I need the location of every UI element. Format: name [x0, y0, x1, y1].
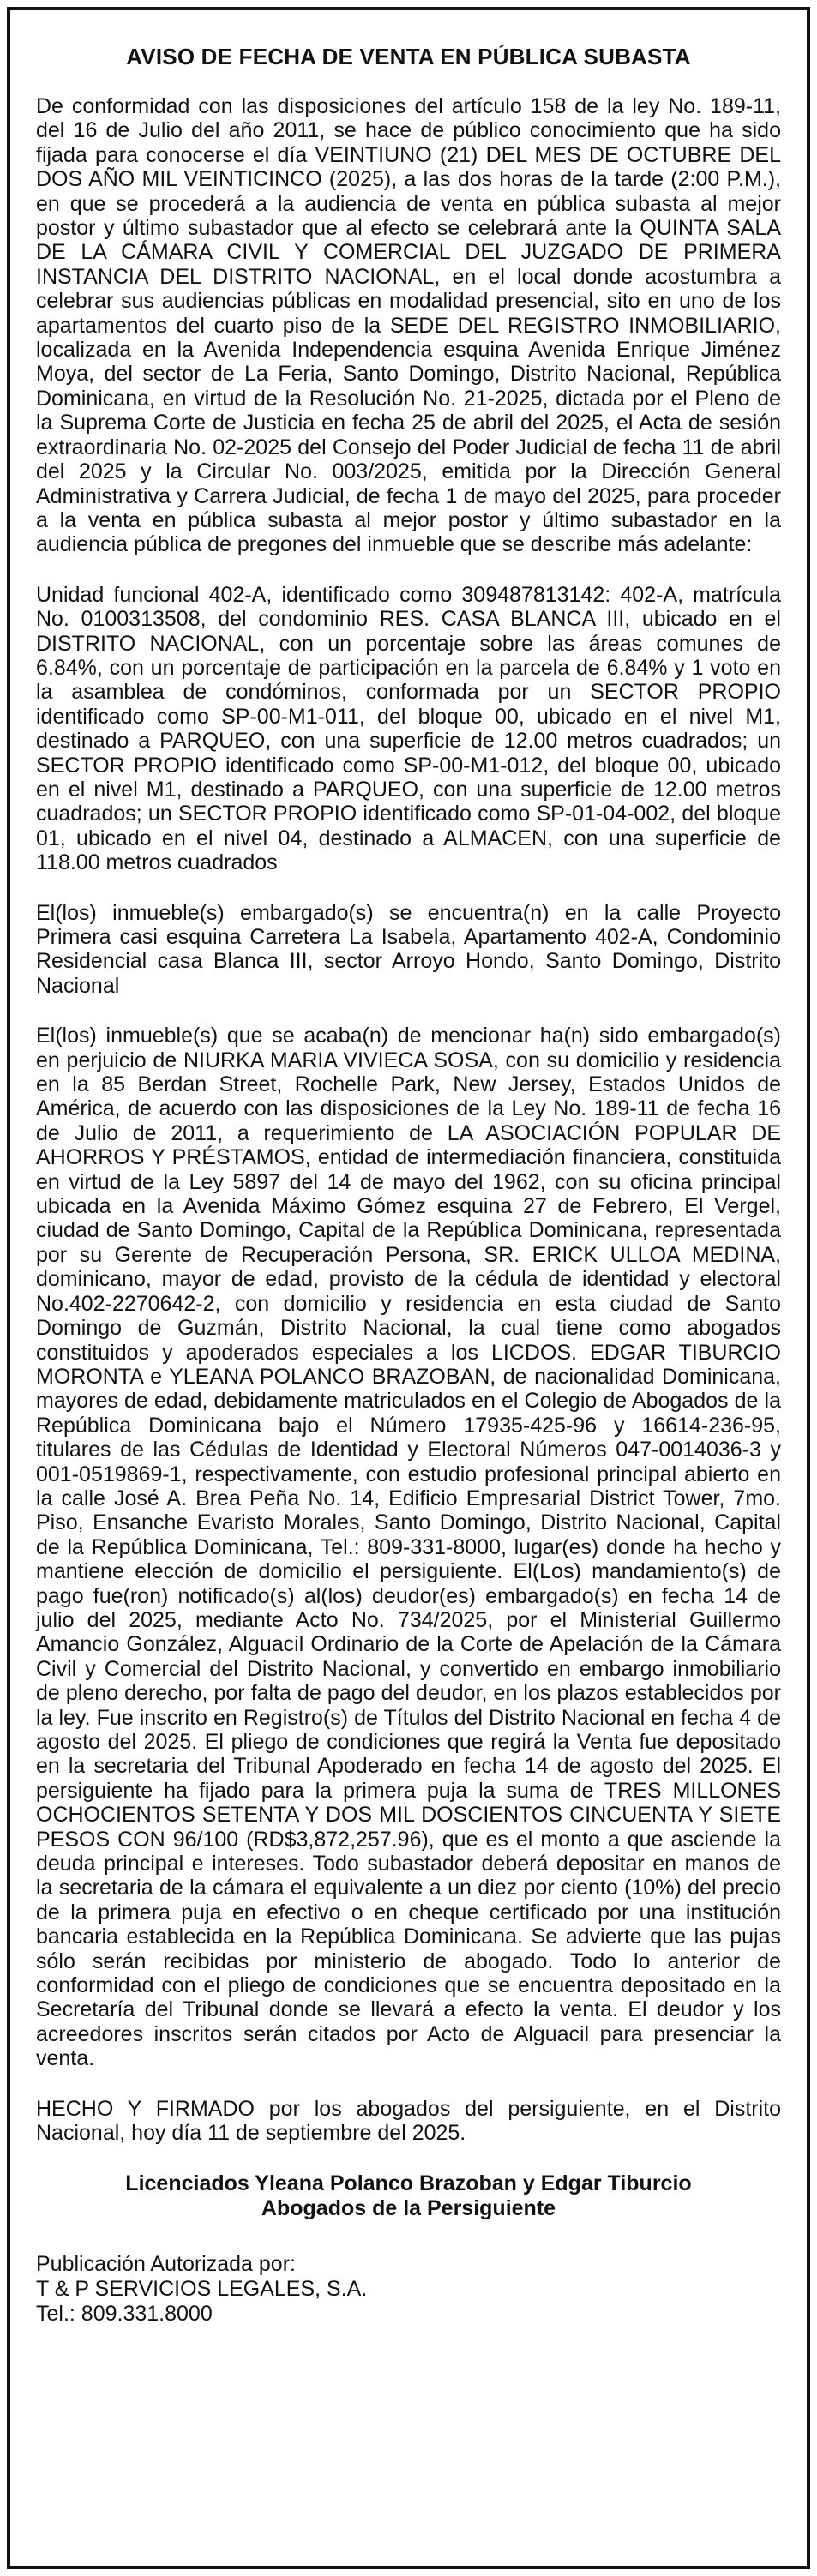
- publisher-label: Publicación Autorizada por:: [36, 2251, 296, 2276]
- notice-paragraph-auction-date: De conformidad con las disposiciones del artículo 158 de la ley No. 189-11, del 16 de Julio del año 2011, se hace de público conocimiento que ha sido fijada para conocerse el día VEINTIUNO (21) DEL MES DE OCTUBRE DEL DOS AÑO MIL VEINTICINCO (2025), a las dos horas de la tarde (2:00 P.M.), en que se procederá a la audiencia de venta en pública subasta al mejor postor y último subastador que al efecto se celebrará ante la QUINTA SALA DE LA CÁMARA CIVIL Y COMERCIAL DEL JUZGADO DE PRIMERA INSTANCIA DEL DISTRITO NACIONAL, en el local donde acostumbra a celebrar sus audiencias públicas en modalidad presencial, sito en uno de los apartamentos del cuarto piso de la SEDE DEL REGISTRO INMOBILIARIO, localizada en la Avenida Independencia esquina Avenida Enrique Jiménez Moya, del sector de La Feria, Santo Domingo, Distrito Nacional, República Dominicana, en virtud de la Resolución No. 21-2025, dictada por el Pleno de la Suprema Corte de Justicia en fecha 25 de abril del 2025, el Acta de sesión extraordinaria No. 02-2025 del Consejo del Poder Judicial de fecha 11 de abril del 2025 y la Circular No. 003/2025, emitida por la Dirección General Administrativa y Carrera Judicial, de fecha 1 de mayo del 2025, para proceder a la venta en pública subasta al mejor postor y último subastador en la audiencia pública de pregones del inmueble que se describe más adelante:: [36, 94, 781, 557]
- signatories-block: [36, 2171, 781, 2221]
- notice-paragraph-property-description: Unidad funcional 402-A, identificado como 309487813142: 402-A, matrícula No. 0100313508, del condominio RES. CASA BLANCA III, ubicado en el DISTRITO NACIONAL, con un porcentaje sobre las áreas comunes de 6.84%, con un porcentaje de participación en la parcela de 6.84% y 1 voto en la asamblea de condóminos, conformada por un SECTOR PROPIO identificado como SP-00-M1-011, del bloque 00, ubicado en el nivel M1, destinado a PARQUEO, con una superficie de 12.00 metros cuadrados; un SECTOR PROPIO identificado como SP-00-M1-012, del bloque 00, ubicado en el nivel M1, destinado a PARQUEO, con una superficie de 12.00 metros cuadrados; un SECTOR PROPIO identificado como SP-01-04-002, del bloque 01, ubicado en el nivel 04, destinado a ALMACEN, con una superficie de 118.00 metros cuadrados: [36, 582, 781, 875]
- publisher-company: T & P SERVICIOS LEGALES, S.A.: [36, 2276, 368, 2301]
- notice-title: AVISO DE FECHA DE VENTA EN PÚBLICA SUBASTA: [126, 44, 691, 69]
- publisher-block: [36, 2252, 781, 2327]
- notice-paragraph-seizure-details: El(los) inmueble(s) que se acaba(n) de mencionar ha(n) sido embargado(s) en perjuicio de NIURKA MARIA VIVIECA SOSA, con su domicilio y residencia en la 85 Berdan Street, Rochelle Park, New Jersey, Estados Unidos de América, de acuerdo con las disposiciones de la Ley No. 189-11 de fecha 16 de Julio de 2011, a requerimiento de LA ASOCIACIÓN POPULAR DE AHORROS Y PRÉSTAMOS, entidad de intermediación financiera, constituida en virtud de la Ley 5897 del 14 de mayo del 1962, con su oficina principal ubicada en la Avenida Máximo Gómez esquina 27 de Febrero, El Vergel, ciudad de Santo Domingo, Capital de la República Dominicana, representada por su Gerente de Recuperación Persona, SR. ERICK ULLOA MEDINA, dominicano, mayor de edad, provisto de la cédula de identidad y electoral No.402-2270642-2, con domicilio y residencia en esta ciudad de Santo Domingo de Guzmán, Distrito Nacional, la cual tiene como abogados constituidos y apoderados especiales a los LICDOS. EDGAR TIBURCIO MORONTA e YLEANA POLANCO BRAZOBAN, de nacionalidad Dominicana, mayores de edad, debidamente matriculados en el Colegio de Abogados de la República Dominicana bajo el Número 17935-425-96 y 16614-236-95, titulares de las Cédulas de Identidad y Electoral Números 047-0014036-3 y 001-0519869-1, respectivamente, con estudio profesional principal abierto en la calle José A. Brea Peña No. 14, Edificio Empresarial District Tower, 7mo. Piso, Ensanche Evaristo Morales, Santo Domingo, Distrito Nacional, Capital de la República Dominicana, Tel.: 809-331-8000, lugar(es) donde ha hecho y mantiene elección de domicilio el persiguiente. El(Los) mandamiento(s) de pago fue(ron) notificado(s) al(los) deudor(es) embargado(s) en fecha 14 de julio del 2025, mediante Acto No. 734/2025, por el Ministerial Guillermo Amancio González, Alguacil Ordinario de la Corte de Apelación de la Cámara Civil y Comercial del Distrito Nacional, y convertido en embargo inmobiliario de pleno derecho, por falta de pago del deudor, en los plazos establecidos por la ley. Fue inscrito en Registro(s) de Títulos del Distrito Nacional en fecha 4 de agosto del 2025. El pliego de condiciones que regirá la Venta fue depositado en la secretaria del Tribunal Apoderado en fecha 14 de agosto del 2025. El persiguiente ha fijado para la primera puja la suma de TRES MILLONES OCHOCIENTOS SETENTA Y DOS MIL DOSCIENTOS CINCUENTA Y SIETE PESOS CON 96/100 (RD$3,872,257.96), que es el monto a que asciende la deuda principal e intereses. Todo subastador deberá depositar en manos de la secretaria de la cámara el equivalente a un diez por ciento (10%) del precio de la primera puja en efectivo o en cheque certificado por una institución bancaria establecida en la República Dominicana. Se advierte que las pujas sólo serán recibidas por ministerio de abogado. Todo lo anterior de conformidad con el pliego de condiciones que se encuentra depositado en la Secretaría del Tribunal donde se llevará a efecto la venta. El deudor y los acreedores inscritos serán citados por Acto de Alguacil para presenciar la venta.: [36, 1024, 781, 2071]
- notice-paragraph-property-location: El(los) inmueble(s) embargado(s) se encuentra(n) en la calle Proyecto Primera casi esquina Carretera La Isabela, Apartamento 402-A, Condominio Residencial casa Blanca III, sector Arroyo Hondo, Santo Domingo, Distrito Nacional: [36, 900, 781, 998]
- notice-paragraph-signed: HECHO Y FIRMADO por los abogados del persiguiente, en el Distrito Nacional, hoy día 11 de septiembre del 2025.: [36, 2096, 781, 2146]
- signatories-names: Licenciados Yleana Polanco Brazoban y Edgar Tiburcio: [125, 2171, 692, 2195]
- publisher-phone: Tel.: 809.331.8000: [36, 2301, 213, 2326]
- signatories-role: Abogados de la Persiguiente: [261, 2195, 556, 2220]
- legal-notice: [7, 7, 810, 2569]
